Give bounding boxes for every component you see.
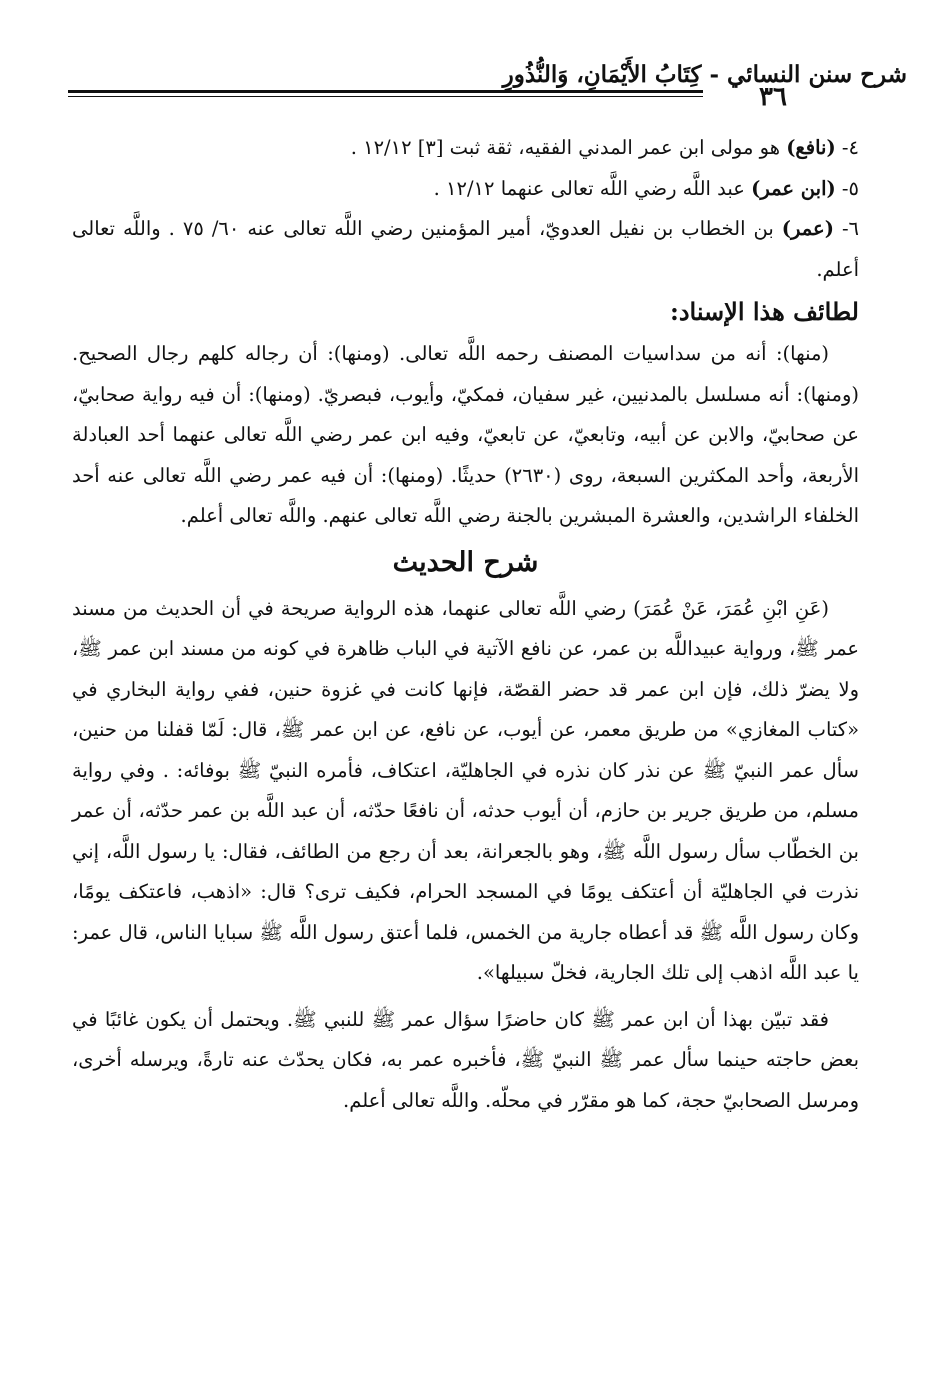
narrator-name: (عمر)	[781, 217, 834, 240]
lataif-paragraph: (منها): أنه من سداسيات المصنف رحمه اللَّه تعالى. (ومنها): أن رجاله كلهم رجال الصحيح. (ومنها): أنه مسلسل بالمدنيين، غير سفيان، فمكيّ، وأيوب، فبصريّ. (ومنها): أن فيه رواية صحابيّ، عن صحابيّ، والابن عن أبيه، وتابعيّ، عن تابعيّ، وفيه ابن عمر رضي اللَّه تعالى عنهما أحد العبادلة الأربعة، وأحد المكثرين السبعة، روى (٢٦٣٠) حديثًا. (ومنها): أن فيه عمر رضي اللَّه تعالى عنه أحد الخلفاء الراشدين، والعشرة المبشرين بالجنة رضي اللَّه تعالى عنهم. واللَّه تعالى أعلم.	[72, 342, 859, 527]
narrator-entry-5	[72, 169, 859, 210]
narrator-name: (نافع)	[786, 136, 836, 159]
narrator-number: ٦-	[841, 217, 860, 240]
header-rule-thin	[68, 96, 703, 97]
section-heading-lataif: لطائف هذا الإسناد:	[669, 297, 859, 326]
running-title: شرح سنن النسائي - كِتَابُ الأَيْمَانِ، وَالنُّذُورِ	[502, 61, 907, 88]
header-rule	[68, 90, 703, 100]
page-number: ٣٦	[759, 82, 787, 112]
narrator-name: (ابن عمر)	[751, 176, 836, 200]
header-rule-thick	[68, 90, 703, 93]
sharh-paragraph-1: (عَنِ ابْنِ عُمَرَ، عَنْ عُمَرَ) رضي اللَّه تعالى عنهما، هذه الرواية صريحة في أن الحديث من مسند عمر ﷺ، ورواية عبيداللَّه بن عمر، عن نافع الآتية في الباب ظاهرة في كونه من مسند ابن عمر ﷺ، ولا يضرّ ذلك، فإن ابن عمر قد حضر القصّة، فإنها كانت في غزوة حنين، ففي رواية البخاري في «كتاب المغازي» من طريق معمر، عن أيوب، عن نافع، عن ابن عمر ﷺ، قال: لَمّا قفلنا من حنين، سأل عمر النبيّ ﷺ عن نذر كان نذره في الجاهليّة، اعتكاف، فأمره النبيّ ﷺ بوفائه: . وفي رواية مسلم، من طريق جرير بن حازم، أن أيوب حدثه، أن نافعًا حدّثه، أن عبد اللَّه بن عمر حدّثه، أن عمر بن الخطّاب سأل رسول اللَّه ﷺ، وهو بالجعرانة، بعد أن رجع من الطائف، فقال: يا رسول اللَّه، إني نذرت في الجاهليّة أن أعتكف يومًا في المسجد الحرام، فكيف ترى؟ قال: «اذهب، فاعتكف يومًا، وكان رسول اللَّه ﷺ قد أعطاه جارية من الخمس، فلما أعتق رسول اللَّه ﷺ سبايا الناس، قال عمر: يا عبد اللَّه اذهب إلى تلك الجارية، فخلّ سبيلها».	[72, 596, 859, 984]
page-content	[72, 128, 859, 1121]
narrator-entry-6	[72, 209, 859, 290]
narrator-description: بن الخطاب بن نفيل العدويّ، أمير المؤمنين رضي اللَّه تعالى عنه ٦٠/ ٧٥ . واللَّه تعالى أعلم.	[72, 217, 859, 281]
narrator-description: هو مولى ابن عمر المدني الفقيه، ثقة ثبت [٣] ١٢/١٢ .	[350, 136, 780, 159]
narrator-description: عبد اللَّه رضي اللَّه تعالى عنهما ١٢/١٢ .	[433, 176, 745, 200]
sharh-paragraph-2: فقد تبيّن بهذا أن ابن عمر ﷺ كان حاضرًا سؤال عمر ﷺ للنبي ﷺ. ويحتمل أن يكون غائبًا في بعض حاجته حينما سأل عمر ﷺ النبيّ ﷺ، فأخبره عمر به، فكان يحدّث عنه تارةً، ويرسله أخرى، ومرسل الصحابيّ حجة، كما هو مقرّر في محلّه. واللَّه تعالى أعلم.	[72, 1007, 859, 1112]
section-heading-sharh: شرح الحديث	[392, 546, 539, 578]
narrator-number: ٤-	[841, 136, 859, 159]
narrator-number: ٥-	[841, 176, 859, 200]
narrator-entry-4	[72, 128, 859, 169]
